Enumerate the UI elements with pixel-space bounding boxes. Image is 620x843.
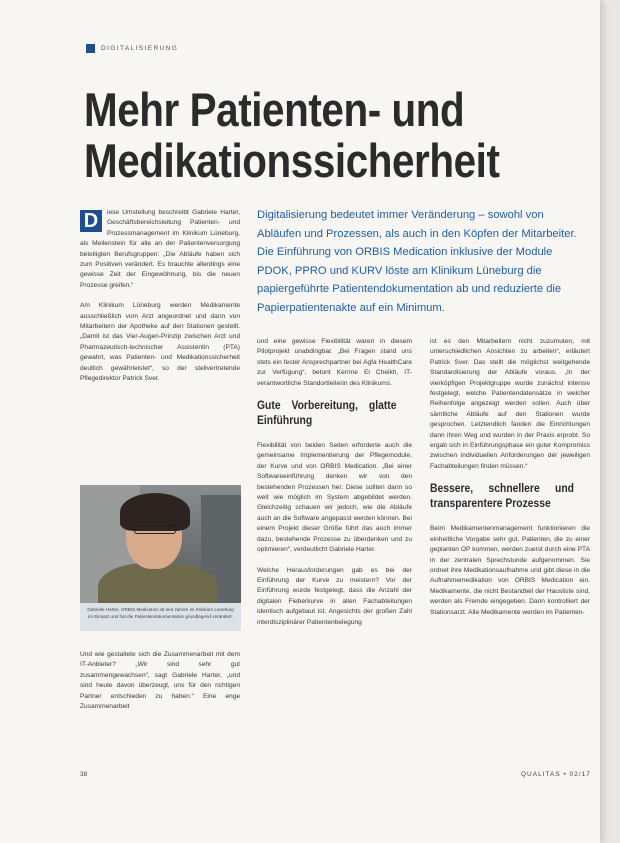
headline-line-2: Medikationssicherheit xyxy=(84,134,500,187)
photo-person-glasses xyxy=(134,525,176,534)
column-1-paragraph-1-text: iese Umstellung beschreibt Gabriele Harter, Geschäftsbereichsleitung Patienten- und Prozessmanagement im Klinikum Lüneburg, als Meilenstein für alle an der Patientenversorgung beteiligten Berufsgruppen: „Die Abläufe haben sich zum Positiven verändert. Es brauchte allerdings eine gewisse Zeit der Eingewöhnung, bis die neuen Prozesse greifen.“ xyxy=(80,209,240,289)
subheading-gute-vorbereitung: Gute Vorbereitung, glatte Einführung xyxy=(257,400,397,428)
photo-caption: Gabriele Harter, ORBIS Medication ist seit Jahren im Klinikum Lüneburg im Einsatz und hat die Patientendokumentation grundlegend verändert. xyxy=(80,603,241,631)
section-tag xyxy=(86,44,178,53)
column-3 xyxy=(430,337,590,628)
column-1 xyxy=(80,208,240,395)
headline xyxy=(84,84,531,186)
drop-cap: D xyxy=(80,210,102,232)
column-3-paragraph-2: Beim Medikamentenmanagement funktionieren die einheitliche Vorgabe sehr gut. Patienten, die zu einer geplanten OP kommen, werden zuerst durch eine PTA in der zentralen Sprechstunde aufgenommen. Sie ordnet ihre Medikationsaufnahme und gibt diese in die Aufnahmemedikation von ORBIS Medication ein. Medikamente, die nicht Bestandteil der Hausliste sind, werden als Fremde eingegeben. Dann kontrolliert der Stationsarzt. Alle Medikamente werden im Patienten- xyxy=(430,525,590,616)
column-1-continued-paragraph: Und wie gestaltete sich die Zusammenarbeit mit dem IT-Anbieter? „Wir sind sehr gut zusammengewachsen“, sagt Gabriele Harter, „und sind heute davon überzeugt, uns für den richtigen Partner entschieden zu haben.“ Eine enge Zusammenarbeit xyxy=(80,651,240,711)
section-label: DIGITALISIERUNG xyxy=(101,45,179,52)
column-1-paragraph-1 xyxy=(80,208,240,291)
subheading-bessere-prozesse: Bessere, schnellere und transparentere Prozesse xyxy=(430,483,574,511)
column-2-paragraph-3: Welche Herausforderungen gab es bei der Einführung der Kurve zu meistern? Vor der Einführung wurde festgelegt, dass die Anzahl der digitalen Fieberkurve in allen Fachabteilungen identisch aufgebaut ist. Angesichts der großen Zahl interdisziplinärer Patientenbelegung xyxy=(257,566,412,626)
lead-paragraph: Digitalisierung bedeutet immer Veränderung – sowohl von Abläufen und Prozessen, als auch in den Köpfen der Mitarbeiter. Die Einführung von ORBIS Medication inklusive der Module PDOK, PPRO und KURV löste am Klinikum Lüneburg die papiergeführte Patientendokumentation ab und reduzierte die Papierpatientenakte auf ein Minimum. xyxy=(257,209,577,314)
column-2-paragraph-1: und eine gewisse Flexibilität waren in diesem Pilotprojekt unabdingbar. „Bei Fragen stand uns stets ein fester Ansprechpartner bei Agfa HealthCare zur Verfügung“, betont Kerrine El Cheikh, IT-verantwortliche Standortleiterin des Klinikums. xyxy=(257,338,412,387)
column-1-paragraph-2: Am Klinikum Lüneburg werden Medikamente ausschließlich vom Arzt angeordnet und dann von Mitarbeitern der Apotheke auf den Stationen gestellt. „Damit ist das Vier-Augen-Prinzip zwischen Arzt und Pharmazeutisch-technischer Assistentin (PTA) gewahrt, was Patienten- und Medikationssicherheit deutlich gewährleistet“, so der stellvertretende Pflegedirektor Patrick Sver. xyxy=(80,302,240,383)
headline-line-1: Mehr Patienten- und xyxy=(84,83,465,136)
column-3-paragraph-1: ist es den Mitarbeitern nicht zuzumuten, mit unterschiedlichen Ansichten zu arbeiten“, erläutert Patrick Sver. Das stellt die möglichst weitgehende Standardisierung der Abläufe voraus. „In der vierköpfigen Projektgruppe wurde zunächst intensiv festgelegt, welche Patientendatensätze in welcher Reihenfolge angezeigt werden sollen. Auch über sämtliche Abläufe auf den Stationen wurde gesprochen. Letztendlich fanden die Einrichtungen dann ihren Weg und wurden in der Praxis erprobt. So ergab sich in Einführungsphase ein guter Kompromiss zwischen individuellen Anforderungen der jeweiligen Fachabteilungen finden müssen.“ xyxy=(430,338,590,470)
column-2-paragraph-2: Flexibilität von beiden Seiten erforderte auch die gemeinsame Implementierung der Pflegemodule, der Kurve und von ORBIS Medication. „Bei einer Softwareeinführung denken wir von den bestehenden Prozessen her. Diese sollten dann so weit wie möglich im System abgebildet werden. Gleichzeitig schauen wir jedoch, wie die Abläufe auch an die Software angepasst werden können. Bei einem Projekt dieser Größe führt das auch immer dazu, bestehende Prozesse zu überdenken und zu optimieren“, verdeutlicht Gabriele Harter. xyxy=(257,442,412,554)
portrait-photo xyxy=(80,485,241,603)
section-square-icon xyxy=(86,44,95,53)
column-2 xyxy=(257,337,412,638)
page-number: 38 xyxy=(80,771,88,778)
photo-person-body xyxy=(98,563,218,603)
journal-issue: QUALITAS • 02/17 xyxy=(521,771,591,778)
column-1-continued xyxy=(80,650,240,722)
